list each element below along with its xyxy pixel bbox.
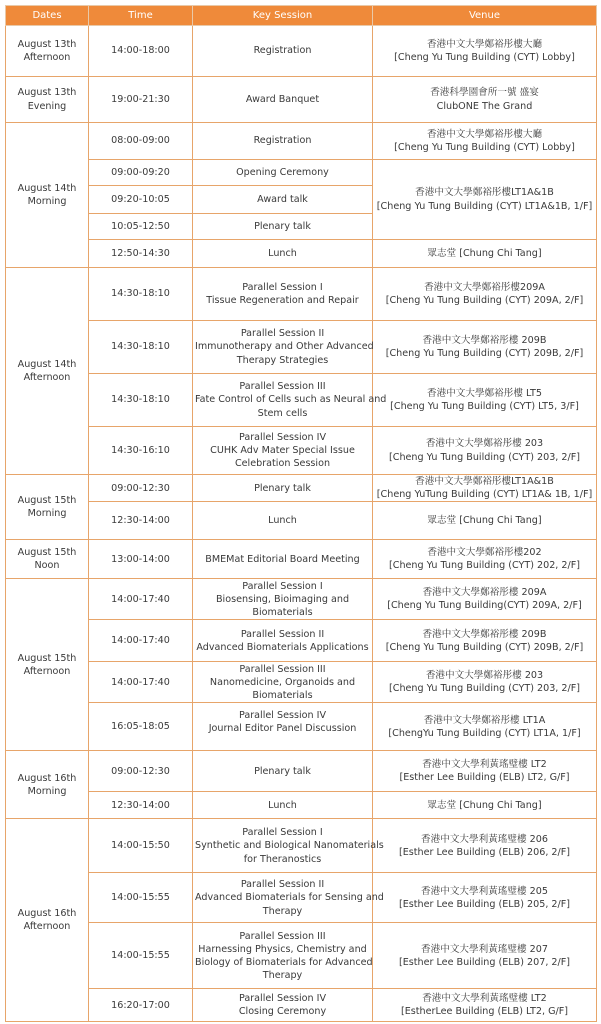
time-cell: 14:00-15:50 xyxy=(89,819,193,873)
text-line: CUHK Adv Mater Special Issue xyxy=(210,444,355,456)
text-line: 香港中文大學鄭裕彤樓 LT1A xyxy=(423,714,546,726)
text-line: Lunch xyxy=(268,799,297,811)
session-cell xyxy=(193,751,373,792)
time-cell: 12:30-14:00 xyxy=(89,792,193,819)
session-cell xyxy=(193,321,373,374)
time-cell: 13:00-14:00 xyxy=(89,540,193,579)
text-line: 眾志堂 [Chung Chi Tang] xyxy=(427,247,542,259)
date-cell xyxy=(6,579,89,751)
text-line: Lunch xyxy=(268,515,297,527)
schedule-row xyxy=(6,819,597,873)
session-cell xyxy=(193,662,373,703)
date-cell xyxy=(6,123,89,268)
session-cell xyxy=(193,475,373,502)
time-cell: 12:50-14:30 xyxy=(89,240,193,268)
time-cell: 09:00-12:30 xyxy=(89,751,193,792)
text-line: Synthetic and Biological Nanomaterials xyxy=(195,840,384,852)
date-cell xyxy=(6,540,89,579)
text-line: Registration xyxy=(253,45,312,57)
time-cell: 16:20-17:00 xyxy=(89,989,193,1022)
text-line: Lunch xyxy=(268,247,297,259)
session-cell xyxy=(193,989,373,1022)
text-line: [Cheng Yu Tung Building (CYT) 202, 2/F] xyxy=(389,560,580,572)
text-line: [ChengYu Tung Building (CYT) LT1A, 1/F] xyxy=(388,727,581,739)
schedule-row xyxy=(6,321,597,374)
time-cell: 14:00-17:40 xyxy=(89,620,193,662)
venue-cell xyxy=(373,502,597,540)
text-line: 眾志堂 [Chung Chi Tang] xyxy=(427,799,542,811)
session-cell xyxy=(193,502,373,540)
venue-cell xyxy=(373,873,597,923)
schedule-row xyxy=(6,620,597,662)
text-line: August 14th xyxy=(17,358,77,370)
text-line: Award Banquet xyxy=(245,93,320,105)
venue-cell xyxy=(373,240,597,268)
date-cell xyxy=(6,268,89,475)
text-line: Fate Control of Cells such as Neural and xyxy=(195,394,387,406)
text-line: Plenary talk xyxy=(254,220,311,232)
text-line: 香港中文大學鄭裕彤樓 203 xyxy=(425,670,544,682)
venue-cell xyxy=(373,751,597,792)
header-time: Time xyxy=(89,6,193,26)
time-cell: 14:30-18:10 xyxy=(89,374,193,427)
text-line: Parallel Session III xyxy=(239,930,326,942)
header-row xyxy=(6,6,597,26)
text-line: Parallel Session III xyxy=(239,663,326,675)
text-line: Afternoon xyxy=(23,921,71,933)
venue-cell xyxy=(373,923,597,989)
text-line: Afternoon xyxy=(23,52,71,63)
text-line: Closing Ceremony xyxy=(238,1006,327,1018)
text-line: August 16th xyxy=(17,772,77,784)
venue-cell xyxy=(373,703,597,751)
text-line: Biomaterials xyxy=(252,690,313,702)
text-line: Morning xyxy=(27,196,67,207)
text-line: [Cheng YuTung Building (CYT) LT1A& 1B, 1/F] xyxy=(376,489,593,501)
schedule-row xyxy=(6,77,597,123)
text-line: [Cheng Yu Tung Building (CYT) Lobby] xyxy=(394,142,575,153)
text-line: August 15th xyxy=(17,495,77,506)
session-cell xyxy=(193,77,373,123)
schedule-row xyxy=(6,475,597,502)
text-line: [Cheng Yu Tung Building(CYT) 209A, 2/F] xyxy=(387,600,582,612)
time-cell: 14:30-18:10 xyxy=(89,268,193,321)
text-line: Parallel Session I xyxy=(242,281,323,293)
text-line: Celebration Session xyxy=(234,458,331,470)
text-line: 香港中文大學鄭裕彤樓大廳 xyxy=(426,38,543,50)
text-line: 香港中文大學鄭裕彤樓 209B xyxy=(422,334,547,346)
text-line: Immunotherapy and Other Advanced xyxy=(195,341,374,353)
text-line: 香港中文大學利黃瑤璧樓 207 xyxy=(421,943,548,955)
venue-cell xyxy=(373,374,597,427)
text-line: Parallel Session II xyxy=(240,328,325,340)
schedule-table xyxy=(5,5,597,1022)
time-cell: 10:05-12:50 xyxy=(89,214,193,240)
session-cell xyxy=(193,26,373,77)
schedule-row xyxy=(6,540,597,579)
text-line: [Cheng Yu Tung Building (CYT) LT5, 3/F] xyxy=(390,401,579,412)
text-line: August 15th xyxy=(17,652,77,664)
schedule-row xyxy=(6,26,597,77)
venue-cell xyxy=(373,123,597,160)
time-cell: 19:00-21:30 xyxy=(89,77,193,123)
schedule-row xyxy=(6,240,597,268)
text-line: Harnessing Physics, Chemistry and xyxy=(198,943,367,955)
venue-cell xyxy=(373,321,597,374)
schedule-row xyxy=(6,792,597,819)
venue-cell xyxy=(373,579,597,620)
text-line: [Esther Lee Building (ELB) 206, 2/F] xyxy=(398,846,571,858)
schedule-row xyxy=(6,374,597,427)
session-cell xyxy=(193,186,373,214)
date-cell xyxy=(6,26,89,77)
text-line: Tissue Regeneration and Repair xyxy=(206,295,359,306)
cell-padding xyxy=(195,736,370,745)
session-cell xyxy=(193,873,384,923)
session-cell xyxy=(193,214,373,240)
time-cell: 14:30-18:10 xyxy=(89,321,193,374)
venue-cell xyxy=(373,620,597,662)
text-line: August 13th xyxy=(17,87,77,99)
session-cell xyxy=(193,703,373,751)
text-line: Parallel Session I xyxy=(242,827,323,839)
text-line: August 13th xyxy=(17,38,77,50)
venue-cell xyxy=(373,792,597,819)
text-line: Therapy xyxy=(262,905,303,917)
venue-cell xyxy=(373,475,597,502)
venue-cell xyxy=(373,77,597,123)
schedule-row xyxy=(6,923,597,989)
time-cell: 12:30-14:00 xyxy=(89,502,193,540)
time-cell: 09:00-12:30 xyxy=(89,475,193,502)
text-line: Nanomedicine, Organoids and xyxy=(209,676,356,688)
text-line: Biology of Biomaterials for Advanced xyxy=(195,956,373,968)
text-line: [Esther Lee Building (ELB) 205, 2/F] xyxy=(398,898,571,910)
text-line: Parallel Session IV xyxy=(238,431,327,443)
time-cell: 14:30-16:10 xyxy=(89,427,193,475)
text-line: Parallel Session II xyxy=(240,879,325,891)
venue-cell xyxy=(373,268,597,321)
text-line: Parallel Session III xyxy=(239,381,326,393)
text-line: 香港中文大學鄭裕彤樓 203 xyxy=(425,438,544,450)
text-line: ClubONE The Grand xyxy=(436,100,533,112)
schedule-row xyxy=(6,989,597,1022)
text-line: 香港中文大學利黃瑤璧樓 206 xyxy=(421,833,548,845)
text-line: Stem cells xyxy=(257,407,308,419)
session-cell xyxy=(193,579,373,620)
text-line: [Cheng Yu Tung Building (CYT) 209B, 2/F] xyxy=(385,348,584,359)
text-line: Morning xyxy=(27,785,67,797)
text-line: Biosensing, Bioimaging and xyxy=(215,593,350,605)
text-line: Parallel Session I xyxy=(242,580,323,592)
text-line: Noon xyxy=(34,560,60,572)
venue-cell xyxy=(373,662,597,703)
text-line: 香港科學園會所一號 盛宴 xyxy=(430,87,539,99)
time-cell: 14:00-18:00 xyxy=(89,26,193,77)
schedule-row xyxy=(6,579,597,620)
text-line: Biomaterials xyxy=(252,607,313,619)
text-line: [Esther Lee Building (ELB) 207, 2/F] xyxy=(398,956,571,968)
text-line: 香港中文大學鄭裕彤樓大廳 xyxy=(426,128,543,140)
text-line: 香港中文大學鄭裕彤樓209A xyxy=(424,281,545,293)
text-line: 香港中文大學鄭裕彤樓 209B xyxy=(422,628,547,640)
session-cell xyxy=(193,268,373,321)
time-cell: 09:00-09:20 xyxy=(89,160,193,186)
text-line: [EstherLee Building (ELB) LT2, G/F] xyxy=(400,1006,569,1018)
text-line: [Cheng Yu Tung Building (CYT) 209A, 2/F] xyxy=(385,295,584,306)
text-line: Parallel Session IV xyxy=(238,710,327,722)
venue-cell xyxy=(373,160,597,240)
schedule-row xyxy=(6,873,597,923)
header-key-session: Key Session xyxy=(193,6,373,26)
text-line: Parallel Session II xyxy=(240,628,325,640)
session-cell xyxy=(193,540,373,579)
text-line: Registration xyxy=(253,135,312,147)
text-line: Morning xyxy=(27,508,67,520)
session-cell xyxy=(193,792,373,819)
schedule-body xyxy=(6,26,597,1022)
text-line: Evening xyxy=(27,100,67,112)
text-line: Parallel Session IV xyxy=(238,993,327,1005)
header-dates: Dates xyxy=(6,6,89,26)
venue-cell xyxy=(373,427,597,475)
text-line: 香港中文大學鄭裕彤樓 209A xyxy=(422,587,547,599)
text-line: Award talk xyxy=(257,193,308,205)
schedule-row xyxy=(6,502,597,540)
schedule-row xyxy=(6,123,597,160)
session-cell xyxy=(193,620,373,662)
session-cell xyxy=(193,923,373,989)
text-line: [Cheng Yu Tung Building (CYT) 203, 2/F] xyxy=(389,683,580,695)
venue-cell xyxy=(373,540,597,579)
schedule-row xyxy=(6,751,597,792)
text-line: 香港中文大學鄭裕彤樓LT1A&1B xyxy=(415,476,554,487)
text-line: August 14th xyxy=(17,182,77,194)
text-line: 香港中文大學鄭裕彤樓202 xyxy=(427,547,542,559)
text-line: Advanced Biomaterials for Sensing and xyxy=(195,892,384,904)
text-line: for Theranostics xyxy=(243,853,322,865)
time-cell: 14:00-15:55 xyxy=(89,923,193,989)
session-cell xyxy=(193,240,373,268)
text-line: 香港中文大學利黃瑤璧樓 LT2 xyxy=(422,993,547,1005)
text-line: [Cheng Yu Tung Building (CYT) 203, 2/F] xyxy=(389,451,580,463)
time-cell: 08:00-09:00 xyxy=(89,123,193,160)
time-cell: 16:05-18:05 xyxy=(89,703,193,751)
text-line: Opening Ceremony xyxy=(236,166,329,178)
time-cell: 14:00-17:40 xyxy=(89,579,193,620)
text-line: [Cheng Yu Tung Building (CYT) Lobby] xyxy=(394,52,575,63)
text-line: Afternoon xyxy=(23,665,71,677)
session-cell xyxy=(193,123,373,160)
schedule-row xyxy=(6,268,597,321)
date-cell xyxy=(6,475,89,540)
text-line: Therapy Strategies xyxy=(236,354,329,366)
text-line: [Cheng Yu Tung Building (CYT) 209B, 2/F] xyxy=(385,641,584,653)
session-cell xyxy=(193,160,373,186)
text-line: Plenary talk xyxy=(254,482,311,494)
time-cell: 14:00-15:55 xyxy=(89,873,193,923)
text-line: August 16th xyxy=(17,908,77,920)
text-line: [Esther Lee Building (ELB) LT2, G/F] xyxy=(399,772,570,784)
text-line: Advanced Biomaterials Applications xyxy=(196,641,369,653)
text-line: [Cheng Yu Tung Building (CYT) LT1A&1B, 1/F] xyxy=(376,200,593,212)
date-cell xyxy=(6,819,89,1022)
date-cell xyxy=(6,751,89,819)
schedule-row xyxy=(6,662,597,703)
session-cell xyxy=(193,374,387,427)
text-line: 眾志堂 [Chung Chi Tang] xyxy=(427,515,542,527)
text-line: BMEMat Editorial Board Meeting xyxy=(205,553,360,565)
venue-cell xyxy=(373,819,597,873)
venue-cell xyxy=(373,26,597,77)
schedule-row xyxy=(6,703,597,751)
session-cell xyxy=(193,819,384,873)
text-line: 香港中文大學利黃瑤璧樓 LT2 xyxy=(422,759,547,771)
text-line: 香港中文大學鄭裕彤樓LT1A&1B xyxy=(415,187,554,199)
text-line: 香港中文大學鄭裕彤樓 LT5 xyxy=(427,387,542,399)
text-line: August 15th xyxy=(17,547,77,559)
venue-cell xyxy=(373,989,597,1022)
text-line: 香港中文大學利黃瑤璧樓 205 xyxy=(421,885,548,897)
header-venue: Venue xyxy=(373,6,597,26)
text-line: Afternoon xyxy=(23,372,71,383)
time-cell: 14:00-17:40 xyxy=(89,662,193,703)
date-cell xyxy=(6,77,89,123)
schedule-row xyxy=(6,427,597,475)
text-line: Journal Editor Panel Discussion xyxy=(208,723,357,735)
schedule-row xyxy=(6,160,597,186)
text-line: Plenary talk xyxy=(254,765,311,777)
session-cell xyxy=(193,427,373,475)
time-cell: 09:20-10:05 xyxy=(89,186,193,214)
text-line: Therapy xyxy=(262,970,303,982)
